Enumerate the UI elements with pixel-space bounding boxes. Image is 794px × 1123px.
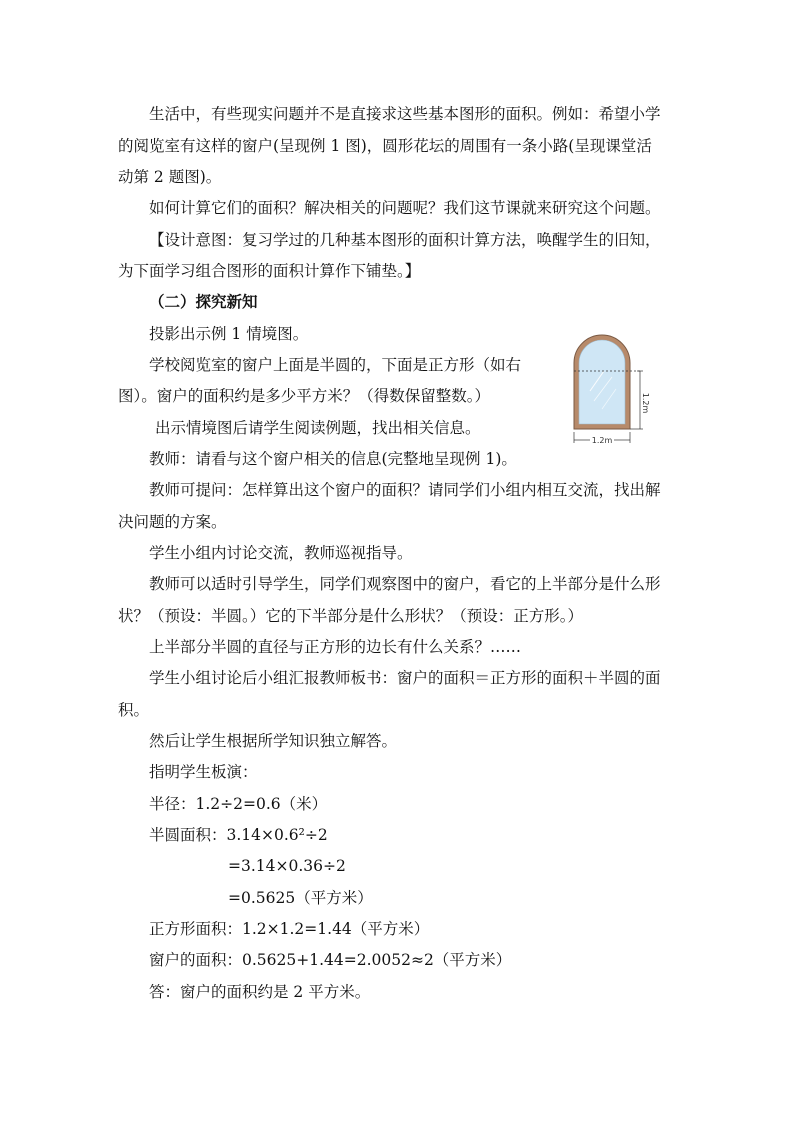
example-line2: 图）。窗户的面积约是多少平方米？（得数保留整数。） bbox=[118, 387, 491, 405]
paragraph-group-discuss: 学生小组内讨论交流，教师巡视指导。 bbox=[149, 544, 413, 562]
paragraph-report-line1: 学生小组讨论后小组汇报教师板书：窗户的面积＝正方形的面积＋半圆的面 bbox=[149, 669, 661, 687]
calc-square: 正方形面积：1.2×1.2=1.44（平方米） bbox=[149, 920, 430, 938]
paragraph-read-example: 出示情境图后请学生阅读例题，找出相关信息。 bbox=[155, 419, 481, 437]
section-heading: （二）探究新知 bbox=[149, 292, 258, 311]
height-label: 1.2m bbox=[641, 392, 650, 414]
calc-semicircle-step3: =0.5625（平方米） bbox=[228, 889, 373, 907]
paragraph-guide-line2: 状？（预设：半圆。）它的下半部分是什么形状？（预设：正方形。） bbox=[118, 607, 584, 625]
paragraph-solve: 然后让学生根据所学知识独立解答。 bbox=[149, 732, 398, 750]
calc-semicircle: 半圆面积：3.14×0.6²÷2 bbox=[149, 826, 328, 844]
paragraph-intro-line2: 的阅览室有这样的窗户(呈现例 1 图)，圆形花坛的周围有一条小路(呈现课堂活 bbox=[118, 137, 652, 155]
paragraph-teacher-ask-line2: 决问题的方案。 bbox=[118, 513, 227, 531]
paragraph-report-line2: 积。 bbox=[118, 701, 150, 719]
paragraph-teacher-ask-line1: 教师可提问：怎样算出这个窗户的面积？请同学们小组内相互交流，找出解 bbox=[149, 481, 661, 499]
example-line1: 学校阅览室的窗户上面是半圆的，下面是正方形（如右 bbox=[149, 356, 522, 374]
calc-semicircle-step2: =3.14×0.36÷2 bbox=[228, 857, 346, 875]
paragraph-projection: 投影出示例 1 情境图。 bbox=[149, 325, 309, 343]
window-figure bbox=[566, 331, 658, 449]
design-intent-line2: 为下面学习组合图形的面积计算作下铺垫。】 bbox=[118, 262, 421, 280]
answer: 答：窗户的面积约是 2 平方米。 bbox=[149, 983, 371, 1001]
paragraph-teacher-info: 教师：请看与这个窗户相关的信息(完整地呈现例 1)。 bbox=[149, 450, 517, 468]
paragraph-question: 如何计算它们的面积？解决相关的问题呢？我们这节课就来研究这个问题。 bbox=[149, 199, 661, 217]
calc-radius: 半径：1.2÷2=0.6（米） bbox=[149, 795, 328, 813]
paragraph-relation: 上半部分半圆的直径与正方形的边长有什么关系？…… bbox=[149, 638, 522, 656]
paragraph-intro-line3: 动第 2 题图)。 bbox=[118, 168, 222, 186]
paragraph-intro-line1: 生活中，有些现实问题并不是直接求这些基本图形的面积。例如：希望小学 bbox=[149, 105, 661, 123]
width-label: 1.2m bbox=[591, 436, 613, 445]
window-diagram bbox=[566, 331, 658, 449]
design-intent-line1: 【设计意图：复习学过的几种基本图形的面积计算方法，唤醒学生的旧知， bbox=[149, 231, 661, 249]
window-glass bbox=[579, 340, 625, 424]
paragraph-board: 指明学生板演： bbox=[149, 763, 258, 781]
paragraph-guide-line1: 教师可以适时引导学生，同学们观察图中的窗户，看它的上半部分是什么形 bbox=[149, 575, 661, 593]
calc-window-area: 窗户的面积：0.5625+1.44=2.0052≈2（平方米） bbox=[149, 951, 512, 969]
